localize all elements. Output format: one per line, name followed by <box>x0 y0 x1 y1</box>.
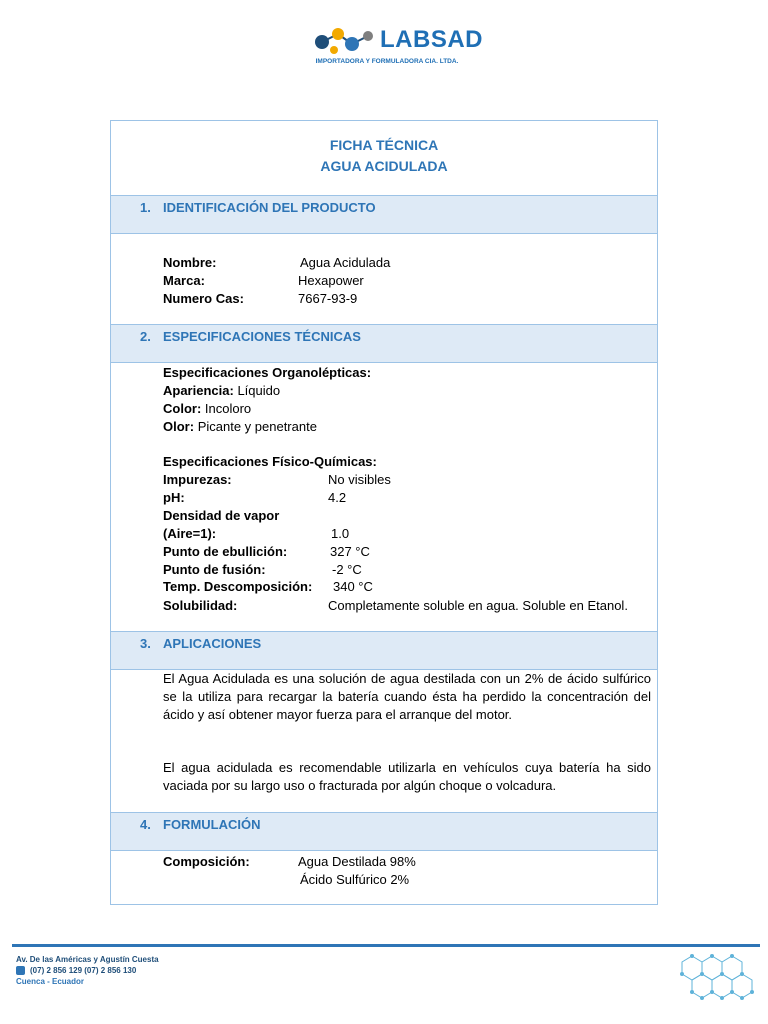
olor-label: Olor: <box>163 419 195 434</box>
title-line-2: AGUA ACIDULADA <box>320 158 448 174</box>
fisicoquimicas-heading: Especificaciones Físico-Químicas: <box>163 454 377 469</box>
ph-label: pH: <box>163 490 185 505</box>
composicion-value-1: Agua Destilada 98% <box>298 854 416 869</box>
title-line-1: FICHA TÉCNICA <box>329 137 439 153</box>
densidad-label-line1: Densidad de vapor <box>163 508 280 523</box>
datasheet-table <box>110 120 658 905</box>
cas-label: Numero Cas: <box>163 291 244 306</box>
footer-address: Av. De las Américas y Agustín Cuesta <box>16 955 159 964</box>
descomposicion-label: Temp. Descomposición: <box>163 579 313 594</box>
section-number: 2. <box>140 329 151 344</box>
apariencia-row <box>163 382 280 399</box>
section-number: 3. <box>140 636 151 651</box>
color-value: Incoloro <box>204 401 252 416</box>
solubilidad-value: Completamente soluble en agua. Soluble en Etanol. <box>328 598 628 613</box>
impurezas-value: No visibles <box>328 472 391 487</box>
fusion-label: Punto de fusión: <box>163 562 266 577</box>
section-number: 4. <box>140 817 151 832</box>
ph-value: 4.2 <box>328 490 347 505</box>
marca-value: Hexapower <box>298 273 364 288</box>
color-label: Color: <box>163 401 202 416</box>
marca-label: Marca: <box>163 273 205 288</box>
organolepticas-heading: Especificaciones Organolépticas: <box>163 365 372 380</box>
olor-value: Picante y penetrante <box>197 419 317 434</box>
ebullicion-value: 327 °C <box>330 544 370 559</box>
impurezas-label: Impurezas: <box>163 472 232 487</box>
section-label: APLICACIONES <box>163 636 262 651</box>
section-header-identificacion <box>111 195 657 234</box>
section-label: ESPECIFICACIONES TÉCNICAS <box>163 329 361 344</box>
phone-icon <box>16 966 25 975</box>
section-header-formulacion <box>111 812 657 851</box>
section-label: FORMULACIÓN <box>163 817 261 832</box>
company-logo <box>312 22 483 72</box>
document-title <box>111 121 657 195</box>
composicion-value-2: Ácido Sulfúrico 2% <box>300 872 410 887</box>
nombre-value: Agua Acidulada <box>300 255 391 270</box>
logo-subtitle: IMPORTADORA Y FORMULADORA CIA. LTDA. <box>315 58 459 65</box>
ebullicion-label: Punto de ebullición: <box>163 544 288 559</box>
densidad-label-line2: (Aire=1): <box>163 526 217 541</box>
composicion-label: Composición: <box>163 854 250 869</box>
footer-city: Cuenca - Ecuador <box>16 977 85 986</box>
hexagon-molecule-icon <box>672 948 762 1012</box>
solubilidad-label: Solubilidad: <box>163 598 238 613</box>
olor-row <box>163 418 317 435</box>
apariencia-label: Apariencia: <box>163 383 234 398</box>
section-label: IDENTIFICACIÓN DEL PRODUCTO <box>163 200 376 215</box>
footer-phones: (07) 2 856 129 (07) 2 856 130 <box>30 966 137 975</box>
apariencia-value: Líquido <box>237 383 281 398</box>
section-number: 1. <box>140 200 151 215</box>
nombre-label: Nombre: <box>163 255 217 270</box>
footer-divider <box>12 944 760 947</box>
molecule-logo-icon <box>312 24 378 58</box>
fusion-value: -2 °C <box>332 562 362 577</box>
section-header-especificaciones <box>111 324 657 363</box>
aplicaciones-paragraph-2: El agua acidulada es recomendable utilizarla en vehículos cuya batería ha sido vaciada por su largo uso o fracturada por algún choque o volcadura. <box>163 760 651 793</box>
cas-value: 7667-93-9 <box>298 291 358 306</box>
color-row <box>163 400 251 417</box>
descomposicion-value: 340 °C <box>333 579 373 594</box>
aplicaciones-paragraph-1: El Agua Acidulada es una solución de agua destilada con un 2% de ácido sulfúrico se la utiliza para recargar la batería cuando ésta ha perdido la concentración del ácido y así obtener mayor fuerza para el arranque del motor. <box>163 671 651 722</box>
logo-name: LABSAD <box>380 26 483 53</box>
section-header-aplicaciones <box>111 631 657 670</box>
densidad-value: 1.0 <box>331 526 350 541</box>
